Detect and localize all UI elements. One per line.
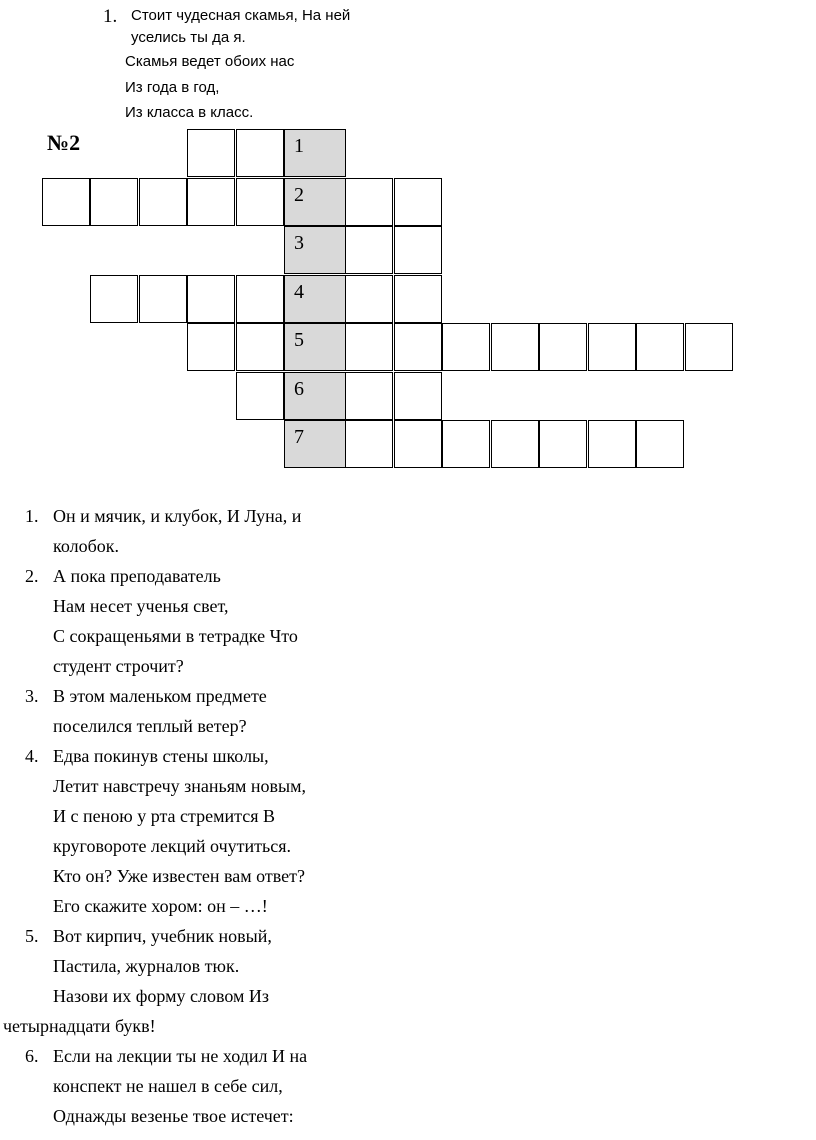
clue-line: Назови их форму словом Из xyxy=(53,986,270,1006)
riddle-line: Из года в год, xyxy=(125,79,220,96)
clue-number: 1. xyxy=(25,506,39,526)
clue-number: 4. xyxy=(25,746,39,766)
crossword-cell[interactable] xyxy=(187,178,235,226)
crossword-cell[interactable] xyxy=(236,372,284,420)
crossword-cell[interactable] xyxy=(685,323,733,371)
crossword-cell[interactable] xyxy=(345,275,393,323)
crossword-cell[interactable] xyxy=(394,178,442,226)
crossword-cell[interactable] xyxy=(491,323,539,371)
crossword-key-cell[interactable]: 3 xyxy=(284,226,346,274)
riddle-line: уселись ты да я. xyxy=(131,29,246,46)
clue-line: Если на лекции ты не ходил И на xyxy=(53,1046,308,1066)
crossword-cell[interactable] xyxy=(139,275,187,323)
crossword-cell[interactable] xyxy=(187,323,235,371)
crossword-cell[interactable] xyxy=(491,420,539,468)
crossword-cell[interactable] xyxy=(539,323,587,371)
crossword-cell[interactable] xyxy=(539,420,587,468)
crossword-cell[interactable] xyxy=(394,323,442,371)
clue-line: студент строчит? xyxy=(53,656,184,676)
riddle-line: Из класса в класс. xyxy=(125,104,254,121)
crossword-cell[interactable] xyxy=(236,129,284,177)
clue-line: Едва покинув стены школы, xyxy=(53,746,269,766)
crossword-cell[interactable] xyxy=(394,275,442,323)
crossword-key-cell[interactable]: 2 xyxy=(284,178,346,226)
crossword-cell[interactable] xyxy=(345,372,393,420)
crossword-cell[interactable] xyxy=(236,275,284,323)
crossword-cell[interactable] xyxy=(394,420,442,468)
crossword-cell[interactable] xyxy=(42,178,90,226)
crossword-cell[interactable] xyxy=(236,323,284,371)
clue-line: Нам несет ученья свет, xyxy=(53,596,229,616)
crossword-cell[interactable] xyxy=(90,275,138,323)
clue-number: 6. xyxy=(25,1046,39,1066)
crossword-cell[interactable] xyxy=(345,226,393,274)
clue-line: С сокращеньями в тетрадке Что xyxy=(53,626,298,646)
crossword-key-cell[interactable]: 7 xyxy=(284,420,346,468)
crossword-cell[interactable] xyxy=(588,420,636,468)
clue-line: Летит навстречу знаньям новым, xyxy=(53,776,306,796)
clue-number: 5. xyxy=(25,926,39,946)
crossword-cell[interactable] xyxy=(636,323,684,371)
crossword-cell[interactable] xyxy=(442,323,490,371)
clue-line: конспект не нашел в себе сил, xyxy=(53,1076,283,1096)
crossword-cell[interactable] xyxy=(345,420,393,468)
clue-line: колобок. xyxy=(53,536,119,556)
crossword-cell[interactable] xyxy=(139,178,187,226)
clue-line: Вот кирпич, учебник новый, xyxy=(53,926,272,946)
clue-line: Его скажите хором: он – …! xyxy=(53,896,268,916)
clue-line: Он и мячик, и клубок, И Луна, и xyxy=(53,506,302,526)
crossword-key-cell[interactable]: 4 xyxy=(284,275,346,323)
crossword-cell[interactable] xyxy=(588,323,636,371)
clue-number: 2. xyxy=(25,566,39,586)
riddle-number: 1. xyxy=(103,6,118,27)
crossword-key-cell[interactable]: 6 xyxy=(284,372,346,420)
clue-line: Кто он? Уже известен вам ответ? xyxy=(53,866,305,886)
clue-number: 3. xyxy=(25,686,39,706)
clue-line: Однажды везенье твое истечет: xyxy=(53,1106,294,1126)
clue-line: А пока преподаватель xyxy=(53,566,221,586)
clue-line: И с пеною у рта стремится В xyxy=(53,806,275,826)
puzzle-label: №2 xyxy=(47,130,81,155)
crossword-cell[interactable] xyxy=(187,275,235,323)
riddle-line: Скамья ведет обоих нас xyxy=(125,53,295,70)
clue-line: Пастила, журналов тюк. xyxy=(53,956,240,976)
crossword-cell[interactable] xyxy=(345,323,393,371)
clue-line: поселился теплый ветер? xyxy=(53,716,247,736)
riddle-line: Стоит чудесная скамья, На ней xyxy=(131,7,351,24)
crossword-key-cell[interactable]: 1 xyxy=(284,129,346,177)
clue-line: круговороте лекций очутиться. xyxy=(53,836,291,856)
crossword-cell[interactable] xyxy=(236,178,284,226)
clue-line: четырнадцати букв! xyxy=(3,1016,156,1036)
crossword-cell[interactable] xyxy=(394,372,442,420)
crossword-cell[interactable] xyxy=(636,420,684,468)
crossword-key-cell[interactable]: 5 xyxy=(284,323,346,371)
clue-line: В этом маленьком предмете xyxy=(53,686,267,706)
crossword-cell[interactable] xyxy=(90,178,138,226)
crossword-cell[interactable] xyxy=(394,226,442,274)
crossword-cell[interactable] xyxy=(442,420,490,468)
crossword-cell[interactable] xyxy=(187,129,235,177)
crossword-cell[interactable] xyxy=(345,178,393,226)
